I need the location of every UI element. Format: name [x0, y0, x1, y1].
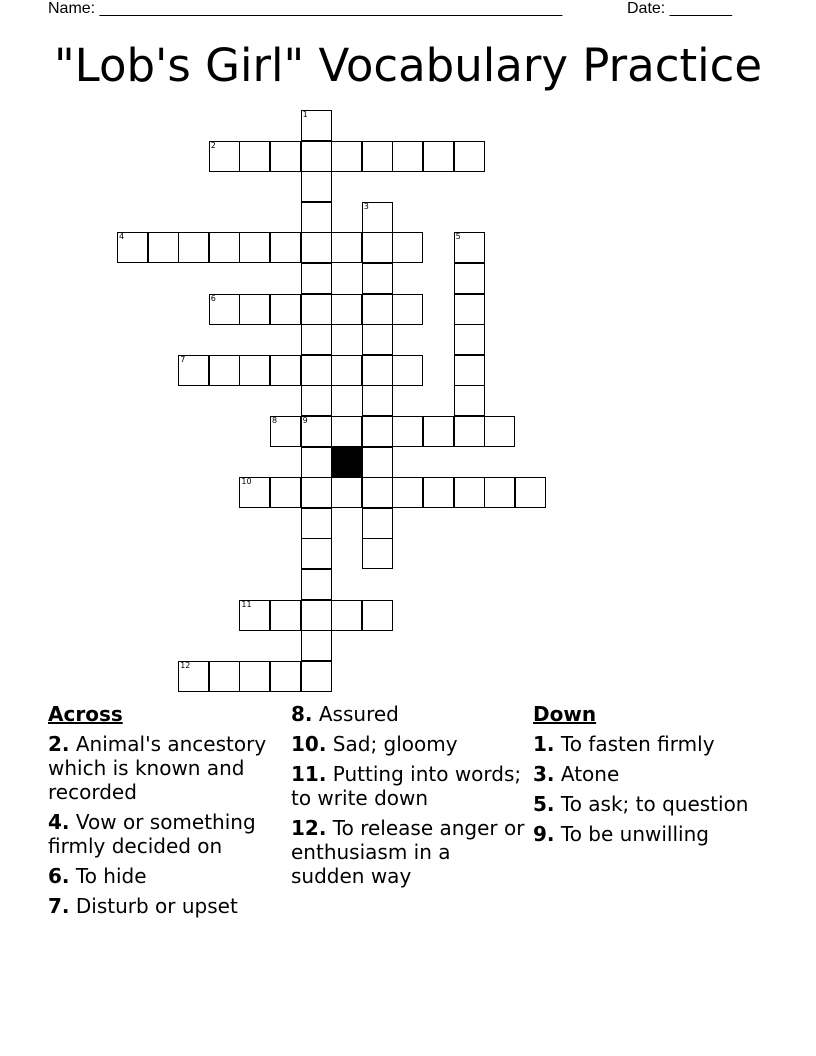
grid-cell[interactable]	[362, 447, 393, 478]
grid-cell[interactable]	[331, 141, 362, 172]
grid-cell[interactable]	[454, 141, 485, 172]
grid-cell[interactable]	[454, 416, 485, 447]
clue-number: 5	[455, 232, 461, 242]
grid-cell[interactable]	[301, 110, 332, 141]
grid-cell[interactable]	[362, 385, 393, 416]
grid-cell[interactable]	[331, 355, 362, 386]
clue-number: 8	[272, 416, 278, 425]
grid-cell[interactable]	[301, 508, 332, 539]
grid-cell[interactable]	[362, 263, 393, 294]
grid-cell[interactable]	[362, 355, 393, 386]
clue-across-4: 4. Vow or something firmly decided on	[48, 810, 256, 858]
grid-cell[interactable]	[209, 294, 240, 325]
clue-number: 11	[241, 599, 252, 609]
grid-cell[interactable]	[362, 508, 393, 539]
clue-number: 6	[210, 293, 216, 303]
grid-cell[interactable]	[301, 477, 332, 508]
clue-number: 10	[241, 477, 252, 487]
grid-cell[interactable]	[301, 202, 332, 233]
grid-cell[interactable]	[362, 477, 393, 508]
grid-cell[interactable]	[270, 661, 301, 692]
grid-cell[interactable]	[239, 477, 270, 508]
grid-cell[interactable]	[148, 232, 179, 263]
clue-number: 9	[302, 416, 308, 425]
clue-across-8: 8. Assured	[291, 702, 399, 726]
grid-cell[interactable]	[270, 232, 301, 263]
name-field[interactable]: Name: ____________________________________________________	[48, 0, 563, 17]
grid-cell[interactable]	[392, 294, 423, 325]
grid-cell[interactable]	[239, 141, 270, 172]
grid-cell[interactable]	[392, 232, 423, 263]
grid-cell[interactable]	[270, 294, 301, 325]
grid-cell[interactable]	[331, 294, 362, 325]
grid-cell[interactable]	[117, 232, 148, 263]
grid-cell[interactable]	[331, 416, 362, 447]
grid-cell[interactable]	[178, 232, 209, 263]
down-clues-column	[533, 702, 771, 852]
grid-cell[interactable]	[362, 324, 393, 355]
grid-cell[interactable]	[392, 416, 423, 447]
grid-cell[interactable]	[270, 141, 301, 172]
across-heading: Across	[48, 702, 123, 726]
grid-cell[interactable]	[484, 416, 515, 447]
clue-across-12: 12. To release anger or enthusiasm in a sudden way	[291, 816, 525, 888]
grid-cell[interactable]	[423, 416, 454, 447]
grid-cell[interactable]	[209, 141, 240, 172]
grid-cell[interactable]	[270, 416, 301, 447]
grid-cell[interactable]	[239, 355, 270, 386]
clue-number: 2	[210, 140, 216, 150]
clue-number: 3	[363, 201, 369, 211]
down-heading: Down	[533, 702, 597, 726]
grid-cell[interactable]	[178, 661, 209, 692]
grid-cell[interactable]	[270, 355, 301, 386]
grid-cell[interactable]	[515, 477, 546, 508]
grid-cell[interactable]	[423, 477, 454, 508]
grid-cell[interactable]	[331, 232, 362, 263]
grid-cell[interactable]	[362, 538, 393, 569]
grid-cell[interactable]	[239, 661, 270, 692]
grid-cell[interactable]	[239, 600, 270, 631]
grid-cell[interactable]	[392, 355, 423, 386]
grid-cell[interactable]	[178, 355, 209, 386]
grid-cell[interactable]	[362, 232, 393, 263]
grid-cell[interactable]	[362, 600, 393, 631]
grid-cell[interactable]	[301, 600, 332, 631]
grid-cell[interactable]	[301, 538, 332, 569]
clue-down-3: 3. Atone	[533, 762, 620, 786]
grid-cell[interactable]	[209, 355, 240, 386]
grid-cell[interactable]	[301, 171, 332, 202]
grid-cell[interactable]	[301, 324, 332, 355]
grid-cell[interactable]	[301, 416, 332, 447]
grid-cell[interactable]	[362, 202, 393, 233]
grid-cell[interactable]	[301, 447, 332, 478]
clue-down-5: 5. To ask; to question	[533, 792, 749, 816]
grid-cell[interactable]	[423, 141, 454, 172]
grid-cell[interactable]	[454, 477, 485, 508]
grid-cell[interactable]	[270, 477, 301, 508]
page-title: "Lob's Girl" Vocabulary Practice	[53, 39, 763, 92]
grid-cell[interactable]	[209, 661, 240, 692]
grid-cell[interactable]	[362, 141, 393, 172]
clue-across-2: 2. Animal's ancestory which is known and recorded	[48, 732, 267, 804]
clue-number: 1	[302, 110, 308, 119]
grid-cell[interactable]	[301, 294, 332, 325]
date-field[interactable]: Date: _______	[627, 0, 732, 17]
grid-cell[interactable]	[362, 416, 393, 447]
grid-cell[interactable]	[454, 324, 485, 355]
grid-cell[interactable]	[331, 477, 362, 508]
across-clues-column-2	[291, 702, 529, 894]
grid-cell[interactable]	[362, 294, 393, 325]
grid-cell	[331, 447, 362, 478]
grid-cell[interactable]	[301, 141, 332, 172]
clue-number: 4	[119, 232, 125, 242]
clue-number: 12	[180, 660, 191, 670]
clue-down-1: 1. To fasten firmly	[533, 732, 715, 756]
grid-cell[interactable]	[301, 569, 332, 600]
grid-cell[interactable]	[301, 355, 332, 386]
grid-cell[interactable]	[301, 385, 332, 416]
grid-cell[interactable]	[270, 600, 301, 631]
grid-cell[interactable]	[454, 355, 485, 386]
across-clues-column	[48, 702, 286, 924]
grid-cell[interactable]	[301, 232, 332, 263]
grid-cell[interactable]	[301, 661, 332, 692]
grid-cell[interactable]	[239, 232, 270, 263]
clue-across-7: 7. Disturb or upset	[48, 894, 238, 918]
grid-cell[interactable]	[392, 141, 423, 172]
grid-cell[interactable]	[301, 263, 332, 294]
clue-across-11: 11. Putting into words; to write down	[291, 762, 522, 810]
grid-cell[interactable]	[454, 385, 485, 416]
grid-cell[interactable]	[239, 294, 270, 325]
grid-cell[interactable]	[331, 600, 362, 631]
clue-across-10: 10. Sad; gloomy	[291, 732, 458, 756]
clue-number: 7	[180, 354, 186, 364]
grid-cell[interactable]	[454, 232, 485, 263]
clue-down-9: 9. To be unwilling	[533, 822, 709, 846]
grid-cell[interactable]	[392, 477, 423, 508]
grid-cell[interactable]	[454, 294, 485, 325]
grid-cell[interactable]	[209, 232, 240, 263]
grid-cell[interactable]	[454, 263, 485, 294]
grid-cell[interactable]	[484, 477, 515, 508]
clue-across-6: 6. To hide	[48, 864, 147, 888]
grid-cell[interactable]	[301, 630, 332, 661]
